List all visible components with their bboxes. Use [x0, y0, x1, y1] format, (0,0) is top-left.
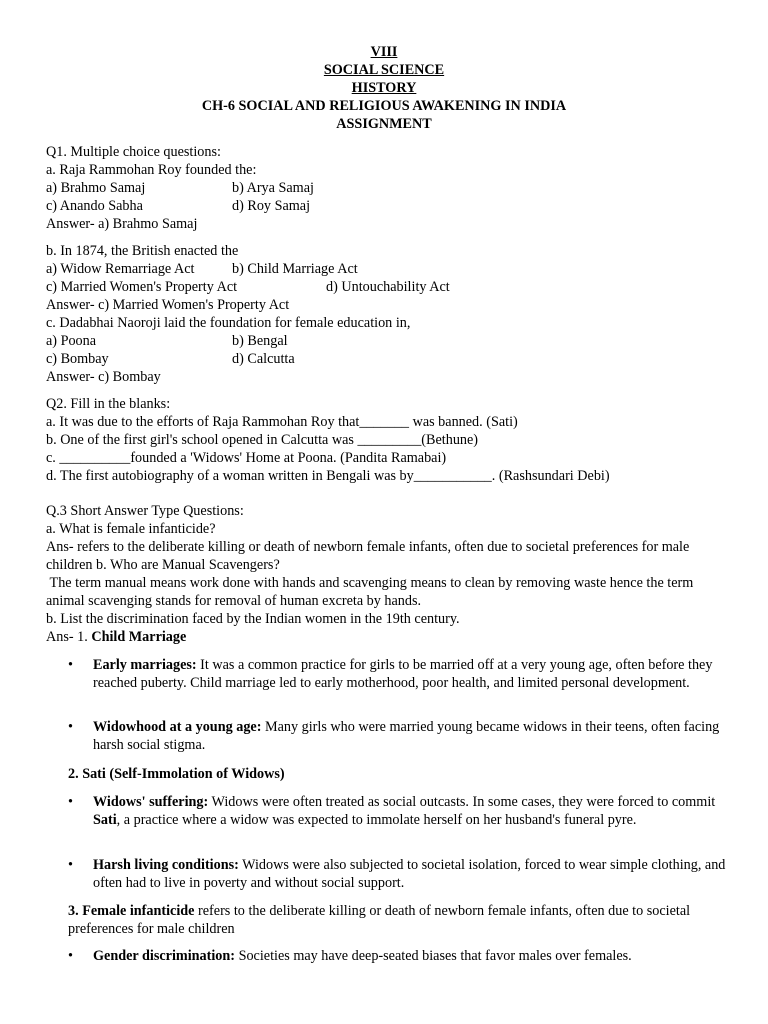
q1b-option-c: c) Married Women's Property Act	[46, 279, 238, 295]
q1c-option-c: c) Bombay	[46, 351, 109, 367]
subject-heading: SOCIAL SCIENCE	[323, 62, 445, 78]
assignment-heading: ASSIGNMENT	[336, 116, 432, 132]
q2-title: Q2. Fill in the blanks:	[46, 396, 171, 412]
q1-title: Q1. Multiple choice questions:	[46, 144, 221, 160]
bullet-icon: •	[68, 657, 73, 673]
section1-title: Child Marriage	[91, 629, 187, 645]
early-marriages-item: Early marriages: It was a common practice for girls to be married off at a very young age, often before they reached puberty. Child marriage led to early motherhood, poor health, and limited personal development.	[93, 657, 713, 691]
branch-heading: HISTORY	[351, 80, 417, 96]
section2-heading: 2. Sati (Self-Immolation of Widows)	[68, 766, 285, 782]
chapter-heading: CH-6 SOCIAL AND RELIGIOUS AWAKENING IN INDIA	[201, 98, 567, 114]
gender-discrimination-item: Gender discrimination: Societies may have deep-seated biases that favor males over females.	[93, 948, 632, 964]
q1a-option-c: c) Anando Sabha	[46, 198, 143, 214]
q3a-answer: Ans- refers to the deliberate killing or death of newborn female infants, often due to societal preferences for male children b. Who are Manual Scavengers?	[46, 539, 690, 573]
q1c-option-b: b) Bengal	[232, 333, 288, 349]
harsh-living-item: Harsh living conditions: Widows were also subjected to societal isolation, forced to wear simple clothing, and often had to live in poverty and without social support.	[93, 857, 726, 891]
q1a-option-b: b) Arya Samaj	[232, 180, 314, 196]
widows-suffering-item: Widows' suffering: Widows were often treated as social outcasts. In some cases, they were forced to commit Sati, a practice where a widow was expected to immolate herself on her husband's funeral pyre.	[93, 794, 716, 828]
scavenger-answer: The term manual means work done with hands and scavenging means to clean by removing waste hence the term animal scavenging stands for removal of human excreta by hands.	[46, 575, 697, 609]
q1b-option-b: b) Child Marriage Act	[232, 261, 358, 277]
section3-paragraph: 3. Female infanticide refers to the deliberate killing or death of newborn female infants, often due to societal preferences for male children	[68, 903, 691, 937]
bullet-icon: •	[68, 948, 73, 964]
q1a-option-a: a) Brahmo Samaj	[46, 180, 146, 196]
q2-item-c: c. __________founded a 'Widows' Home at Poona. (Pandita Ramabai)	[46, 450, 447, 466]
q1b-answer: Answer- c) Married Women's Property Act	[46, 297, 290, 313]
q1a-question: a. Raja Rammohan Roy founded the:	[46, 162, 257, 178]
q1c-answer: Answer- c) Bombay	[46, 369, 161, 385]
bullet-icon: •	[68, 857, 73, 873]
q2-item-d: d. The first autobiography of a woman written in Bengali was by___________. (Rashsundari Debi)	[46, 468, 610, 484]
q1c-option-d: d) Calcutta	[232, 351, 295, 367]
q1b-question: b. In 1874, the British enacted the	[46, 243, 239, 259]
section1-heading: Ans- 1. Child Marriage	[46, 629, 187, 645]
q1c-option-a: a) Poona	[46, 333, 97, 349]
q3b-question: b. List the discrimination faced by the Indian women in the 19th century.	[46, 611, 460, 627]
q1a-option-d: d) Roy Samaj	[232, 198, 311, 214]
q1b-option-a: a) Widow Remarriage Act	[46, 261, 195, 277]
q1a-answer: Answer- a) Brahmo Samaj	[46, 216, 198, 232]
q3a-question: a. What is female infanticide?	[46, 521, 216, 537]
q1b-option-d: d) Untouchability Act	[326, 279, 450, 295]
q2-item-b: b. One of the first girl's school opened in Calcutta was _________(Bethune)	[46, 432, 479, 448]
widowhood-item: Widowhood at a young age: Many girls who were married young became widows in their teens, often facing harsh social stigma.	[93, 719, 720, 753]
q1c-question: c. Dadabhai Naoroji laid the foundation for female education in,	[46, 315, 411, 331]
q2-item-a: a. It was due to the efforts of Raja Rammohan Roy that_______ was banned. (Sati)	[46, 414, 518, 430]
bullet-icon: •	[68, 794, 73, 810]
bullet-icon: •	[68, 719, 73, 735]
class-heading: VIII	[370, 44, 398, 60]
q3-title: Q.3 Short Answer Type Questions:	[46, 503, 244, 519]
